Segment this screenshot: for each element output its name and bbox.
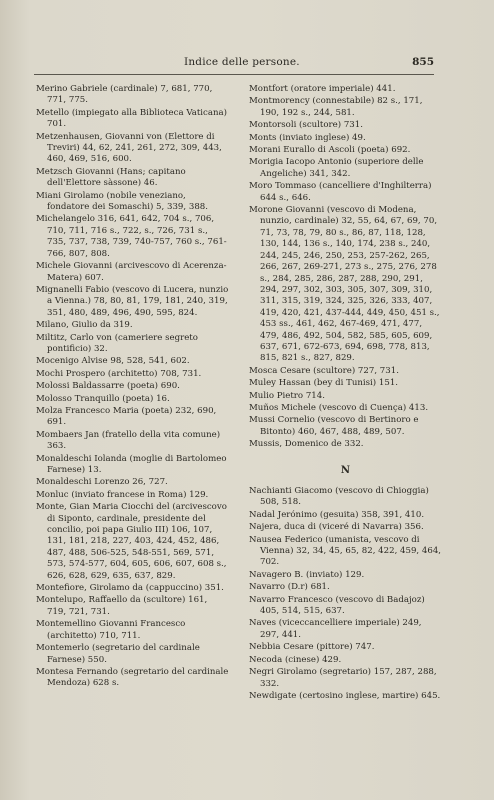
index-entry: Negri Girolamo (segretario) 157, 287, 288, 332. [249, 667, 437, 689]
index-entry: Michele Giovanni (arcivescovo di Acerenza-Matera) 607. [36, 261, 227, 283]
index-entry: Mochi Prospero (architetto) 708, 731. [36, 368, 202, 379]
index-entry: Mombaers Jan (fratello della vita comune) 363. [36, 429, 221, 452]
index-entry: Montelupo, Raffaello da (scultore) 161, 719, 721, 731. [36, 595, 208, 617]
index-entry: Monaldeschi Iolanda (moglie di Bartolomeo Farnese) 13. [36, 453, 227, 475]
index-entry: Mussi Cornelio (vescovo di Bertinoro e Bitonto) 460, 467, 488, 489, 507. [249, 415, 419, 437]
index-entry: Montefiore, Girolamo da (cappuccino) 351. [36, 583, 224, 594]
index-entry: Molza Francesco Maria (poeta) 232, 690, 691. [36, 405, 217, 428]
index-entry: Metzsch Giovanni (Hans; capitano dell'Elettore sàssone) 46. [36, 166, 186, 189]
index-entry: Mulio Pietro 714. [249, 390, 325, 401]
entries-m-continued [249, 84, 442, 451]
index-entry: Montemellino Giovanni Francesco (architetto) 710, 711. [36, 619, 186, 641]
index-entry: Morigia Iacopo Antonio (superiore delle Angeliche) 341, 342. [249, 157, 424, 179]
index-entry: Montorsoli (scultore) 731. [249, 120, 363, 131]
index-entry: Morani Eurallo di Ascoli (poeta) 692. [249, 145, 411, 156]
index-column-right [249, 84, 442, 703]
page-number: 855 [412, 56, 434, 68]
index-entry: Mussis, Domenico de 332. [249, 439, 364, 450]
index-entry: Nadal Jerónimo (gesuita) 358, 391, 410. [249, 509, 425, 520]
index-entry: Morone Giovanni (vescovo di Modena, nunzio, cardinale) 32, 55, 64, 67, 69, 70, 71, 73, 78, 79, 80 s., 86, 87, 118, 128, 130, 144, 136 s., 140, 174, 238 s., 240, 244, 245, 246, 250, 253, 257-262, 265, 266, 267, 269-271, 273 s., 275, 276, 278 s., 284, 285, 286, 287, 288, 290, 291, 294, 297, 302, 303, 305, 307, 309, 310, 311, 315, 319, 324, 325, 326, 333, 407, 419, 420, 421, 437-444, 449, 450, 451 s., 453 ss., 461, 462, 467-469, 471, 477, 479, 486, 492, 504, 582, 585, 605, 609, 637, 671, 672-673, 694, 698, 778, 813, 815, 821 s., 827, 829. [249, 205, 440, 364]
running-header [34, 56, 434, 72]
index-entry: Montemerlo (segretario del cardinale Farnese) 550. [36, 643, 200, 665]
index-entry: Najera, duca di (viceré di Navarra) 356. [249, 522, 424, 533]
index-entry: Navagero B. (inviato) 129. [249, 569, 365, 580]
index-entry: Naves (viceccancelliere imperiale) 249, 297, 441. [249, 618, 422, 640]
index-entry: Muños Michele (vescovo di Cuença) 413. [249, 402, 429, 413]
index-column-left [36, 84, 229, 691]
index-entry: Moro Tommaso (cancelliere d'Inghilterra) 644 s., 646. [249, 181, 432, 203]
index-entry: Newdigate (certosino inglese, martire) 645. [249, 690, 441, 701]
index-entry: Metello (impiegato alla Biblioteca Vaticana) 701. [36, 107, 228, 130]
header-rule [34, 74, 434, 75]
index-entry: Monaldeschi Lorenzo 26, 727. [36, 477, 168, 488]
index-entry: Montfort (oratore imperiale) 441. [249, 84, 396, 94]
running-title: Indice delle persone. [184, 56, 300, 68]
index-entry: Miltitz, Carlo von (cameriere segreto pontificio) 32. [36, 332, 198, 354]
index-entry: Mocenigo Alvise 98, 528, 541, 602. [36, 356, 190, 367]
index-entry: Navarro Francesco (vescovo di Badajoz) 405, 514, 515, 637. [249, 594, 425, 617]
index-entry: Nausea Federico (umanista, vescovo di Vienna) 32, 34, 45, 65, 82, 422, 459, 464, 702. [249, 534, 442, 568]
index-entry: Monte, Gian Maria Ciocchi del (arcivescovo di Siponto, cardinale, presidente del concilio, poi papa Giulio III) 106, 107, 131, 181, 218, 227, 403, 424, 452, 486, 487, 488, 506-525, 548-551, 569, 571, 573, 574-577, 604, 605, 606, 607, 608 s., 626, 628, 629, 635, 637, 829. [36, 502, 227, 581]
index-entry: Molosso Tranquillo (poeta) 16. [36, 393, 170, 404]
index-entry: Molossi Baldassarre (poeta) 690. [36, 381, 180, 392]
section-letter: N [340, 464, 351, 476]
index-entry: Montmorency (connestabile) 82 s., 171, 190, 192 s., 244, 581. [249, 96, 423, 118]
index-entry: Monts (inviato inglese) 49. [249, 132, 366, 143]
index-entry: Muley Hassan (bey di Tunisi) 151. [249, 378, 399, 389]
index-entry: Nachianti Giacomo (vescovo di Chioggia) 508, 518. [249, 486, 429, 508]
entries-n [249, 486, 442, 702]
index-entry: Necoda (cinese) 429. [249, 654, 342, 665]
index-entry: Montesa Fernando (segretario del cardinale Mendoza) 628 s. [36, 666, 229, 689]
index-entry: Mosca Cesare (scultore) 727, 731. [249, 365, 399, 376]
index-entry: Michelangelo 316, 641, 642, 704 s., 706, 710, 711, 716 s., 722, s., 726, 731 s., 735, 737, 738, 739, 740-757, 760 s., 761-766, 807, 808. [36, 214, 227, 259]
index-entry: Miani Girolamo (nobile veneziano, fondatore dei Somaschi) 5, 339, 388. [36, 190, 208, 213]
index-entry: Mignanelli Fabio (vescovo di Lucera, nunzio a Vienna.) 78, 80, 81, 179, 181, 240, 319, 351, 480, 489, 496, 490, 595, 824. [36, 284, 229, 318]
index-entry: Navarro (D.r) 681. [249, 582, 330, 593]
index-entry: Merino Gabriele (cardinale) 7, 681, 770, 771, 775. [36, 84, 213, 106]
index-entry: Milano, Giulio da 319. [36, 320, 133, 331]
index-entry: Metzenhausen, Giovanni von (Elettore di Treviri) 44, 62, 241, 261, 272, 309, 443, 460, 469, 516, 600. [36, 131, 222, 165]
index-entry: Monluc (inviato francese in Roma) 129. [36, 489, 209, 500]
index-entry: Nebbia Cesare (pittore) 747. [249, 642, 375, 653]
